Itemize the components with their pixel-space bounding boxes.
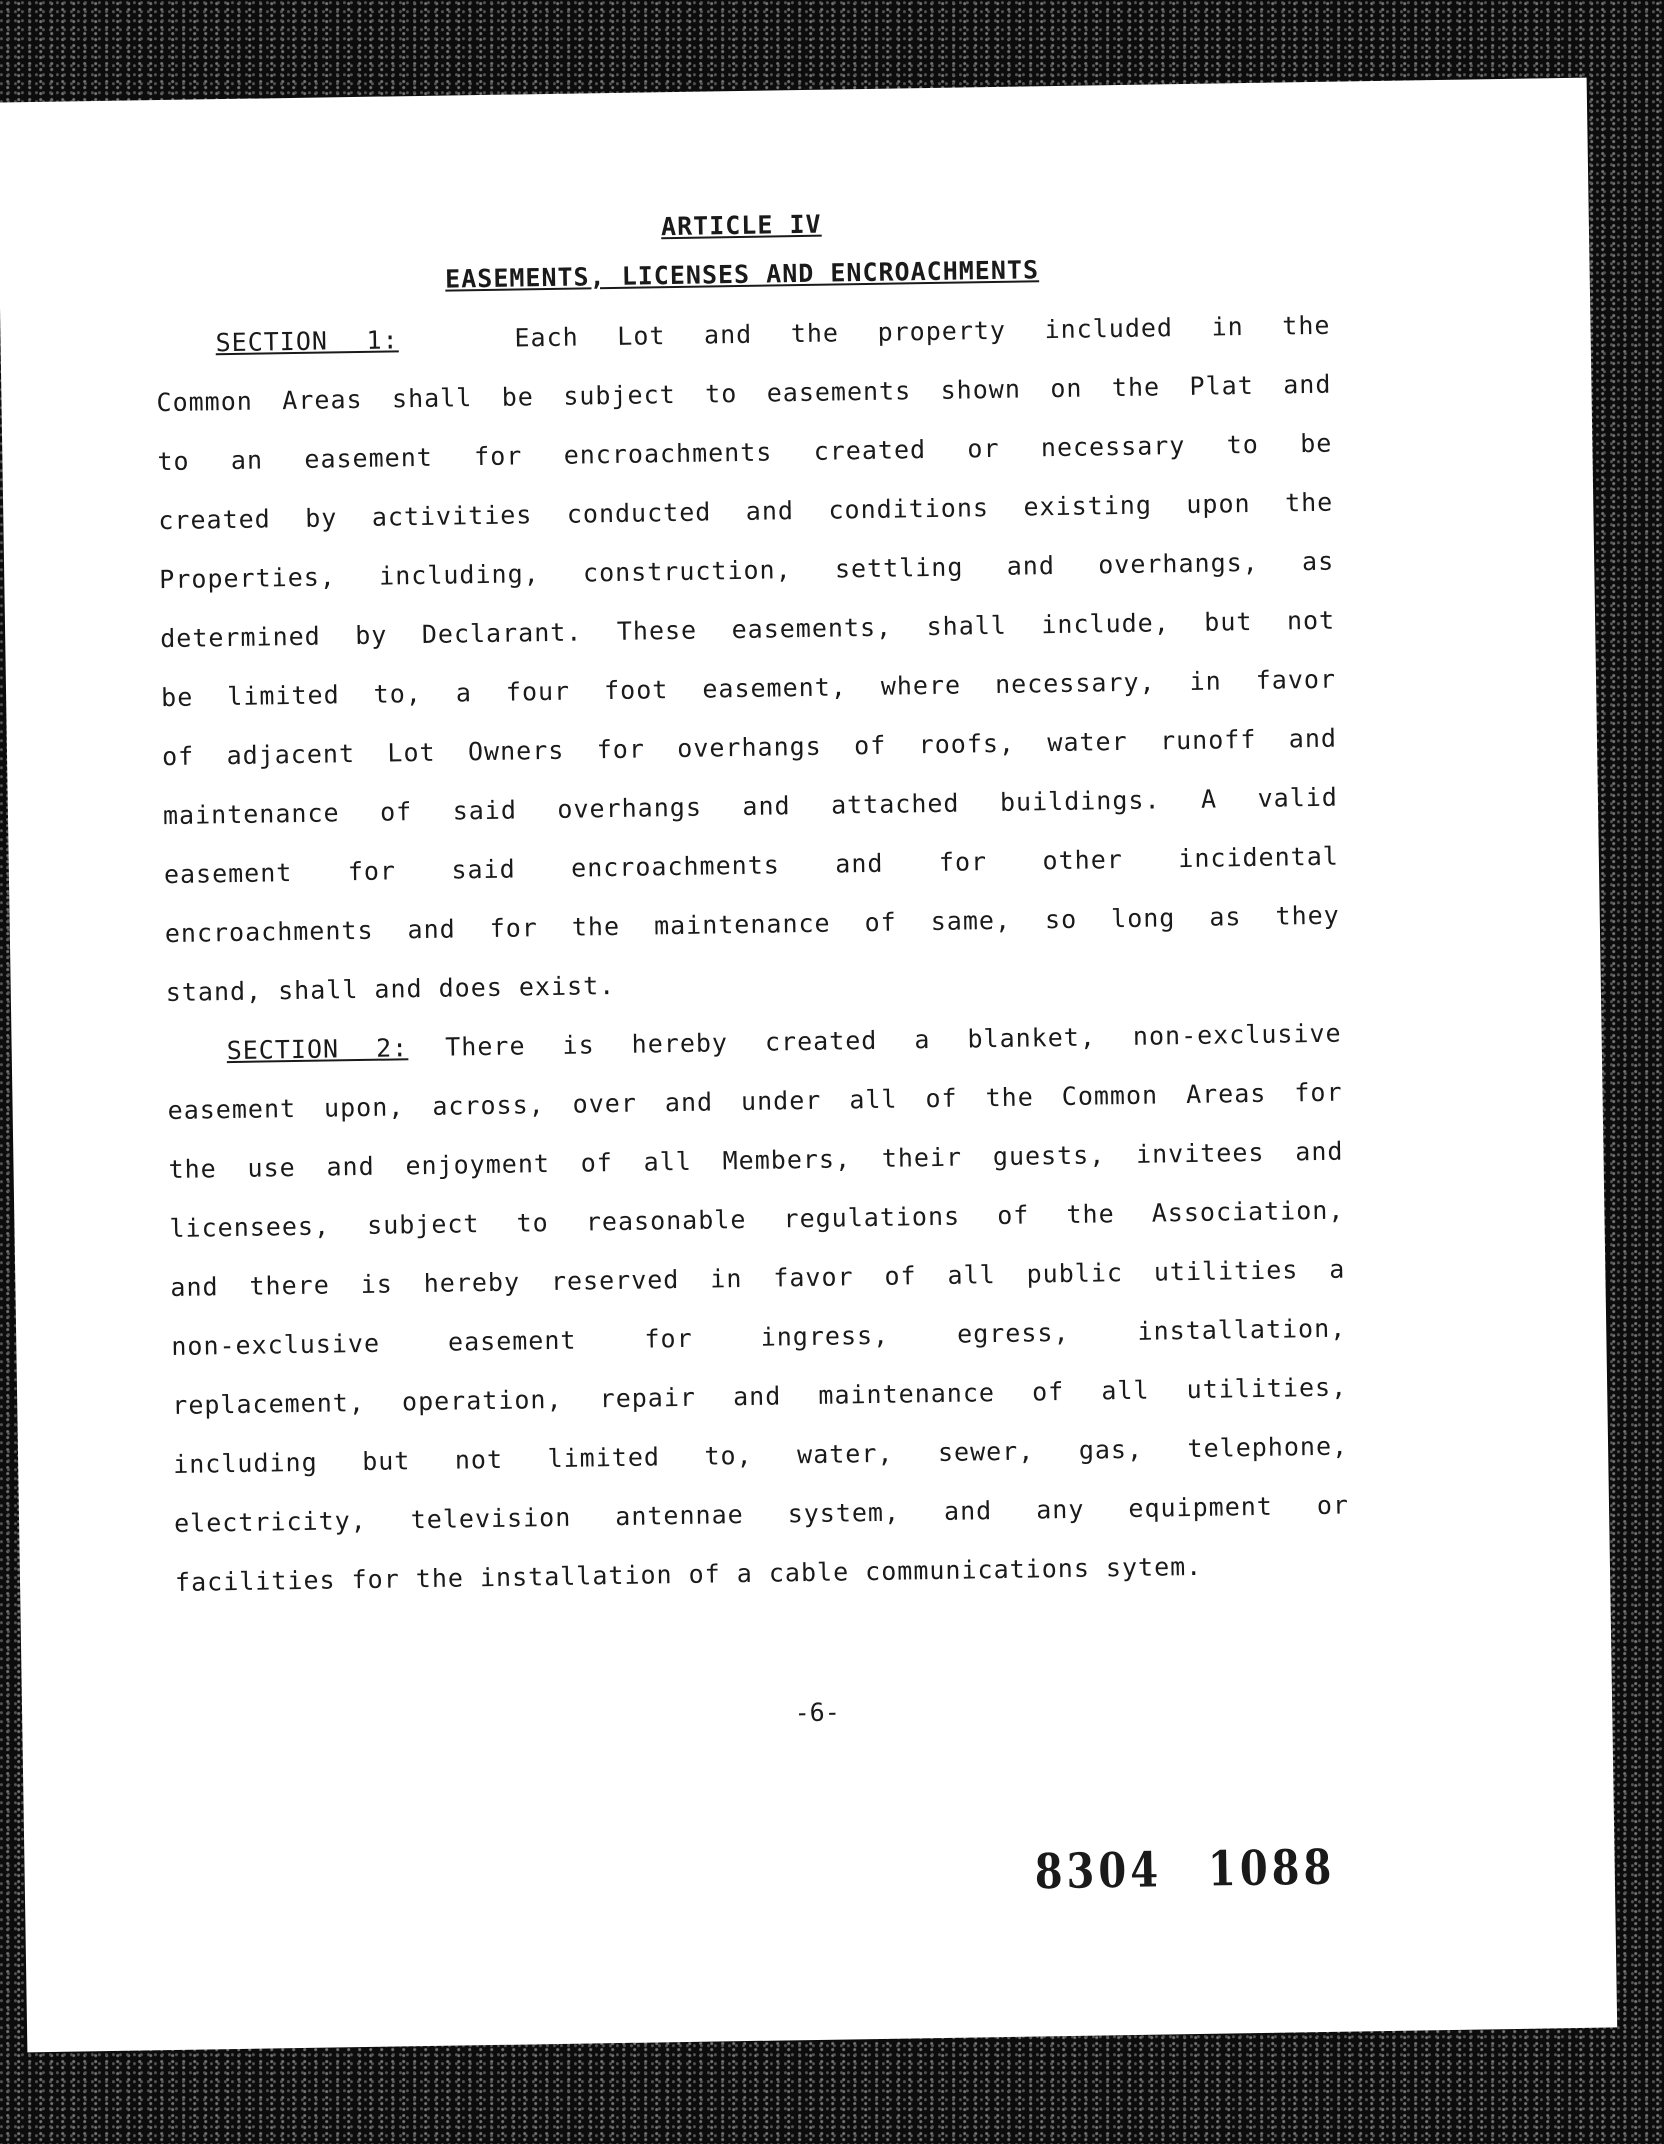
book-number: 8304: [1034, 1841, 1163, 1901]
section-1-line: to an easement for encroachments created or necessary to be: [157, 428, 1333, 477]
section-2-line: the use and enjoyment of all Members, their guests, invitees and: [168, 1136, 1344, 1185]
section-2-line: There is hereby created a blanket, non-exclusive: [445, 1018, 1342, 1062]
section-2-line: replacement, operation, repair and maintenance of all utilities,: [172, 1372, 1348, 1421]
book-page-stamp: [1034, 1839, 1336, 1900]
section-2-line: facilities for the installation of a cable communications sytem.: [174, 1551, 1203, 1597]
section-2-line: licensees, subject to reasonable regulations of the Association,: [169, 1195, 1345, 1244]
section-1-line: of adjacent Lot Owners for overhangs of roofs, water runoff and: [161, 723, 1338, 772]
section-2-line: including but not limited to, water, sewer, gas, telephone,: [172, 1431, 1349, 1480]
section-1-line: determined by Declarant. These easements, shall include, but not: [159, 605, 1336, 654]
article-subtitle: EASEMENTS, LICENSES AND ENCROACHMENTS: [444, 255, 1040, 294]
section-1-line: be limited to, a four foot easement, where necessary, in favor: [160, 664, 1337, 713]
section-1-line: Common Areas shall be subject to easements shown on the Plat and: [156, 369, 1332, 418]
section-2-line: and there is hereby reserved in favor of all public utilities a: [170, 1254, 1346, 1303]
section-1-line: encroachments and for the maintenance of same, so long as they: [164, 900, 1340, 949]
page-stamp-number: 1088: [1207, 1839, 1336, 1898]
section-2-label: SECTION 2:: [226, 1033, 409, 1066]
section-2-line: electricity, television antennae system, and any equipment or: [173, 1490, 1350, 1538]
section-1-line: Each Lot and the property included in the: [514, 310, 1331, 353]
article-title: ARTICLE IV: [660, 209, 822, 242]
section-2-line: easement upon, across, over and under all of the Common Areas for: [167, 1077, 1343, 1126]
section-1-line: Properties, including, construction, settling and overhangs, as: [159, 546, 1335, 595]
section-1-line: maintenance of said overhangs and attached buildings. A valid: [162, 782, 1339, 831]
section-1-label: SECTION 1:: [215, 325, 399, 358]
section-1-line: stand, shall and does exist.: [165, 971, 616, 1008]
section-1-line: created by activities conducted and conditions existing upon the: [158, 487, 1334, 536]
document-page: [0, 78, 1617, 2053]
page-number: -6-: [794, 1697, 840, 1728]
document-body: [154, 202, 1351, 1612]
section-2-line: non-exclusive easement for ingress, egress, installation,: [171, 1313, 1347, 1362]
section-1-line: easement for said encroachments and for other incidental: [163, 841, 1340, 890]
